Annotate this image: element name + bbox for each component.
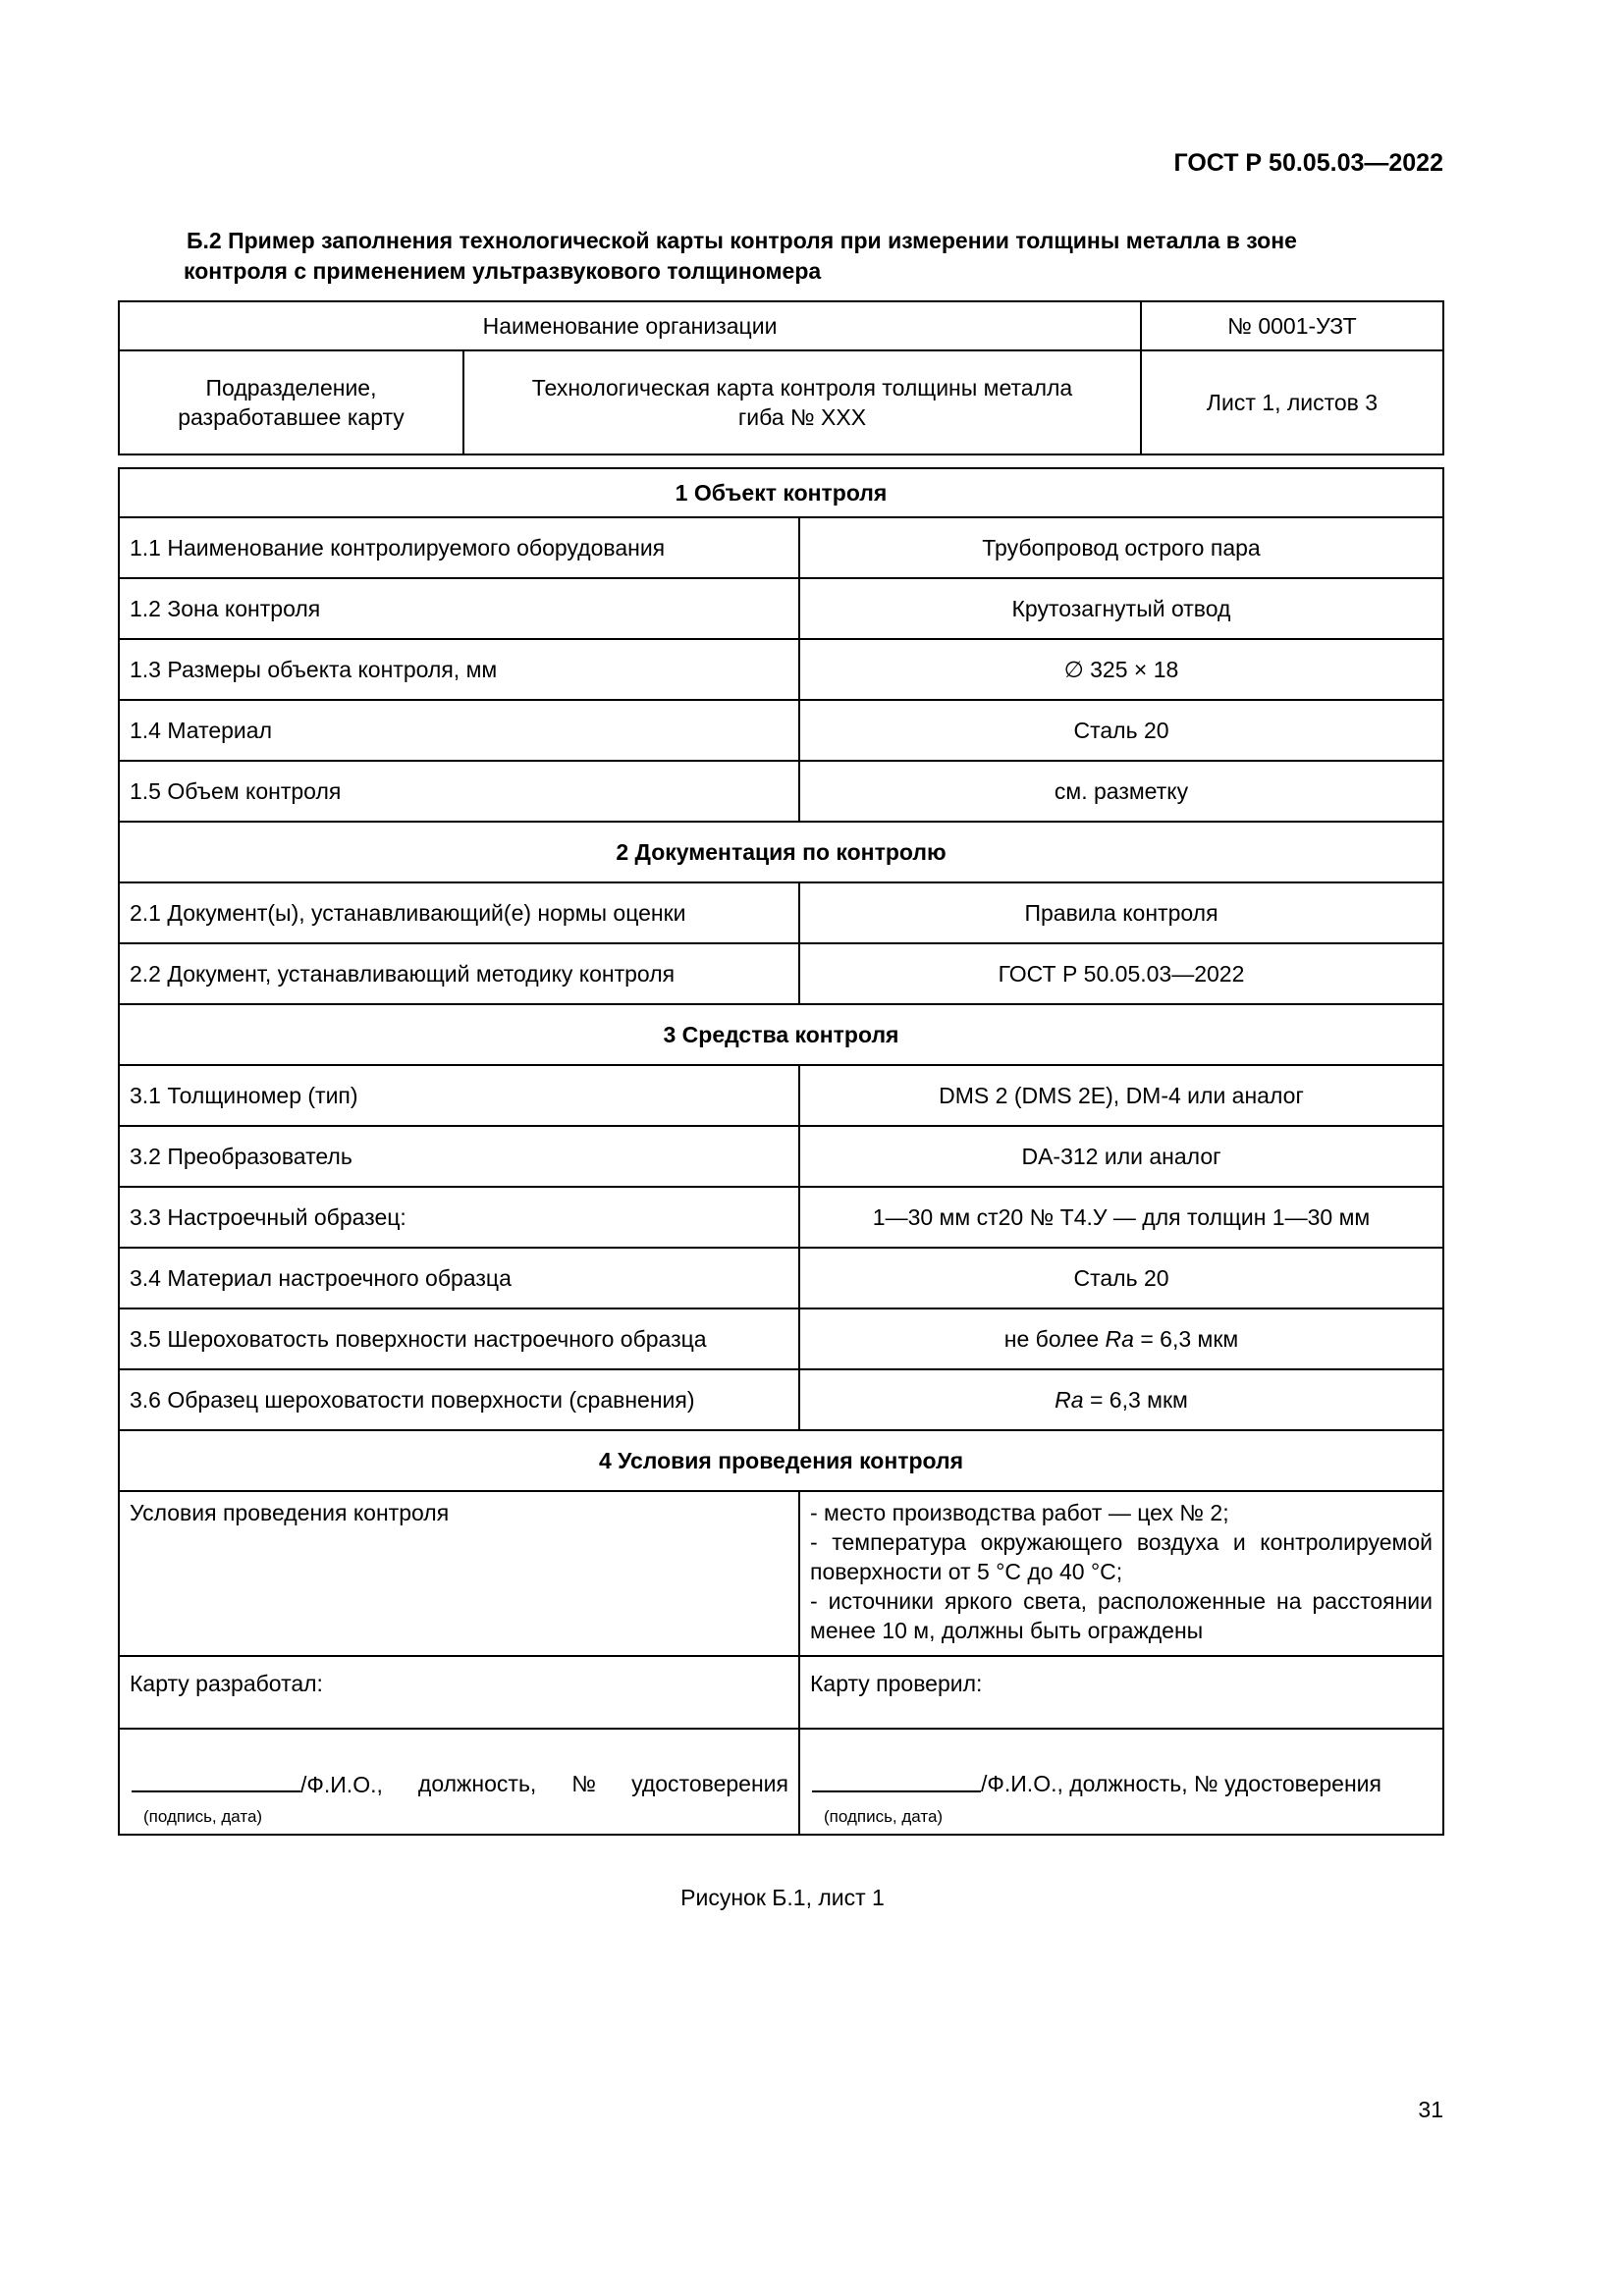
sig-word: должность, [417, 1771, 537, 1796]
value-prefix: не более [1003, 1326, 1106, 1352]
checked-by-label: Карту проверил: [799, 1656, 1443, 1729]
division-line-1: Подразделение, [205, 375, 377, 400]
row-label: 3.4 Материал настроечного образца [119, 1248, 799, 1308]
signature-blank [812, 1769, 981, 1792]
sig-word: удостоверения [631, 1771, 788, 1796]
row-value: ∅ 325 × 18 [799, 639, 1443, 700]
row-value: Сталь 20 [799, 1248, 1443, 1308]
row-label: 1.3 Размеры объекта контроля, мм [119, 639, 799, 700]
row-label: 2.2 Документ, устанавливающий методику контроля [119, 943, 799, 1004]
signature-hint: (подпись, дата) [143, 1807, 263, 1826]
caption-line-1: Б.2 Пример заполнения технологической карты контроля при измерении толщины металла в зоне [187, 228, 1297, 253]
signature-hint: (подпись, дата) [824, 1807, 944, 1826]
checker-signature-cell [799, 1729, 1443, 1835]
card-header-table [118, 300, 1444, 455]
row-value: DMS 2 (DMS 2E), DM-4 или аналог [799, 1065, 1443, 1126]
section-caption [184, 226, 1453, 287]
developer-signature-cell [119, 1729, 799, 1835]
card-number-cell: № 0001-УЗТ [1141, 301, 1443, 350]
row-value [799, 1369, 1443, 1430]
row-value: Трубопровод острого пара [799, 517, 1443, 578]
condition-item: - место производства работ — цех № 2; [810, 1500, 1229, 1525]
sheet-cell: Лист 1, листов 3 [1141, 350, 1443, 454]
row-label: 3.3 Настроечный образец: [119, 1187, 799, 1248]
section-2-title: 2 Документация по контролю [119, 822, 1443, 882]
caption-line-2: контроля с применением ультразвукового толщиномера [184, 258, 822, 284]
row-value: 1—30 мм ст20 № Т4.У — для толщин 1—30 мм [799, 1187, 1443, 1248]
row-value: см. разметку [799, 761, 1443, 822]
row-value [799, 1308, 1443, 1369]
value-suffix: = 6,3 мкм [1083, 1387, 1188, 1413]
row-label: 1.4 Материал [119, 700, 799, 761]
section-4-title: 4 Условия проведения контроля [119, 1430, 1443, 1491]
conditions-value [799, 1491, 1443, 1656]
card-title-cell [463, 350, 1141, 454]
row-value: ГОСТ Р 50.05.03—2022 [799, 943, 1443, 1004]
card-title-line-2: гиба № XXX [737, 404, 867, 430]
section-3-title: 3 Средства контроля [119, 1004, 1443, 1065]
roughness-symbol: Ra [1055, 1387, 1084, 1413]
checker-signature-line [812, 1769, 1433, 1798]
row-label: 1.5 Объем контроля [119, 761, 799, 822]
roughness-symbol: Ra [1105, 1326, 1134, 1352]
row-label: 3.5 Шероховатость поверхности настроечного образца [119, 1308, 799, 1369]
conditions-label: Условия проведения контроля [119, 1491, 799, 1656]
row-label: 3.1 Толщиномер (тип) [119, 1065, 799, 1126]
row-label: 1.2 Зона контроля [119, 578, 799, 639]
standard-number: ГОСТ Р 50.05.03—2022 [1173, 149, 1443, 177]
section-1-title: 1 Объект контроля [119, 468, 1443, 517]
row-value: DA-312 или аналог [799, 1126, 1443, 1187]
row-value: Сталь 20 [799, 700, 1443, 761]
card-title-line-1: Технологическая карта контроля толщины металла [531, 375, 1073, 400]
row-label: 2.1 Документ(ы), устанавливающий(е) нормы оценки [119, 882, 799, 943]
row-label: 3.2 Преобразователь [119, 1126, 799, 1187]
condition-item: - температура окружающего воздуха и контролируемой поверхности от 5 °С до 40 °С; [810, 1529, 1433, 1584]
row-label: 3.6 Образец шероховатости поверхности (сравнения) [119, 1369, 799, 1430]
signature-blank [132, 1769, 300, 1792]
developed-by-label: Карту разработал: [119, 1656, 799, 1729]
sig-word: /Ф.И.О., [300, 1772, 383, 1797]
division-line-2: разработавшее карту [178, 404, 405, 430]
condition-item: - источники яркого света, расположенные на расстоянии менее 10 м, должны быть ограждены [810, 1588, 1433, 1643]
row-value: Правила контроля [799, 882, 1443, 943]
sig-text: /Ф.И.О., должность, № удостоверения [981, 1771, 1381, 1796]
page-number: 31 [1418, 2097, 1443, 2122]
sig-word: № [571, 1771, 597, 1796]
figure-caption: Рисунок Б.1, лист 1 [680, 1885, 885, 1910]
control-card-table [118, 467, 1444, 1836]
division-cell [119, 350, 463, 454]
value-suffix: = 6,3 мкм [1133, 1326, 1239, 1352]
developer-signature-line [132, 1769, 788, 1799]
org-name-cell: Наименование организации [119, 301, 1141, 350]
row-label: 1.1 Наименование контролируемого оборудования [119, 517, 799, 578]
row-value: Крутозагнутый отвод [799, 578, 1443, 639]
